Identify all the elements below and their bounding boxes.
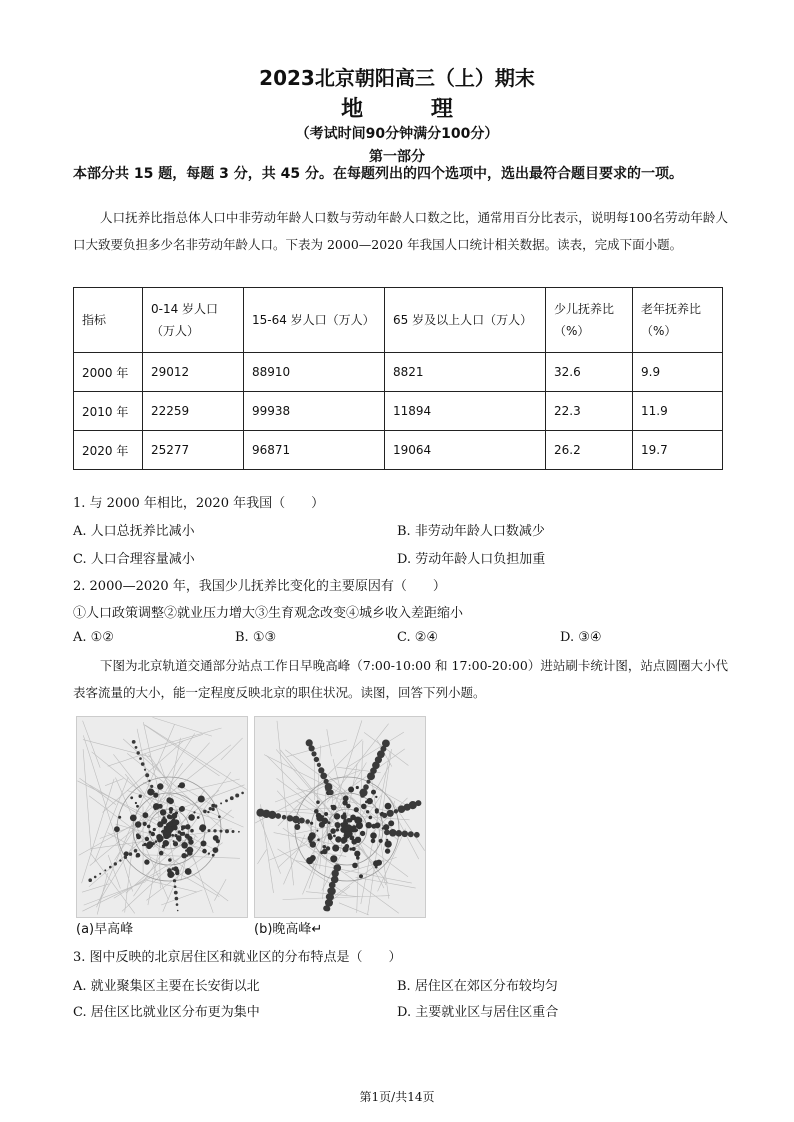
- part-title: 第一部分: [369, 149, 425, 165]
- question-3-stem: 3. 图中反映的北京居住区和就业区的分布特点是（ ）: [73, 950, 402, 965]
- table-cell: 26.2: [546, 431, 633, 470]
- evening-peak-map-image: [255, 717, 425, 917]
- question-2-option-b[interactable]: B. ①③: [235, 630, 277, 645]
- table-cell: 11894: [385, 392, 546, 431]
- table-cell: 11.9: [633, 392, 723, 431]
- evening-peak-map: [254, 716, 426, 918]
- table-cell: 29012: [143, 353, 244, 392]
- question-1-option-b[interactable]: B. 非劳动年龄人口数减少: [397, 524, 545, 539]
- exam-title: 2023北京朝阳高三（上）期末: [259, 66, 535, 90]
- question-1-stem: 1. 与 2000 年相比，2020 年我国（ ）: [73, 496, 325, 511]
- question-1-option-a[interactable]: A. 人口总抚养比减小: [73, 524, 195, 539]
- table-cell: 32.6: [546, 353, 633, 392]
- table-header-cell: 指标: [74, 288, 143, 353]
- question-2-stem: 2. 2000—2020 年，我国少儿抚养比变化的主要原因有（ ）: [73, 579, 446, 594]
- question-2-option-c[interactable]: C. ②④: [397, 630, 439, 645]
- question-2-statements: ①人口政策调整②就业压力增大③生育观念改变④城乡收入差距缩小: [73, 606, 464, 621]
- evening-peak-caption: (b)晚高峰↵: [254, 922, 323, 937]
- table-header-cell: 65 岁及以上人口（万人）: [385, 288, 546, 353]
- morning-peak-map-image: [77, 717, 247, 917]
- question-1-option-d[interactable]: D. 劳动年龄人口负担加重: [397, 552, 546, 567]
- table-header-cell: 老年抚养比（%）: [633, 288, 723, 353]
- table-cell: 99938: [244, 392, 385, 431]
- subject-title: 地 理: [341, 97, 483, 122]
- table-cell: 19064: [385, 431, 546, 470]
- table-cell: 2020 年: [74, 431, 143, 470]
- table-cell: 19.7: [633, 431, 723, 470]
- table-cell: 2010 年: [74, 392, 143, 431]
- question-3-option-a[interactable]: A. 就业聚集区主要在长安街以北: [73, 979, 260, 994]
- exam-info: （考试时间90分钟满分100分）: [295, 126, 499, 142]
- population-table: [73, 287, 723, 470]
- section-instructions: 本部分共 15 题，每题 3 分，共 45 分。在每题列出的四个选项中，选出最符合题目要求的一项。: [73, 166, 683, 182]
- question-1-option-c[interactable]: C. 人口合理容量减小: [73, 552, 195, 567]
- intro-paragraph: 人口抚养比指总体人口中非劳动年龄人口数与劳动年龄人口数之比，通常用百分比表示，说明每100名劳动年龄人口大致要负担多少名非劳动年龄人口。下表为 2000—2020 年我国人口统计相关数据。读表，完成下面小题。: [73, 210, 728, 252]
- map-paragraph: 下图为北京轨道交通部分站点工作日早晚高峰（7:00-10:00 和 17:00-20:00）进站刷卡统计图，站点圆圈大小代表客流量的大小，能一定程度反映北京的职住状况。读图，回答下列小题。: [73, 658, 728, 700]
- morning-peak-caption: (a)早高峰: [76, 922, 134, 937]
- table-cell: 25277: [143, 431, 244, 470]
- page-footer: 第1页/共14页: [359, 1090, 435, 1104]
- table-cell: 9.9: [633, 353, 723, 392]
- table-header-cell: 0-14 岁人口（万人）: [143, 288, 244, 353]
- table-cell: 22259: [143, 392, 244, 431]
- table-row: [74, 392, 723, 431]
- morning-peak-map: [76, 716, 248, 918]
- question-2-option-d[interactable]: D. ③④: [560, 630, 602, 645]
- table-cell: 8821: [385, 353, 546, 392]
- table-cell: 2000 年: [74, 353, 143, 392]
- table-header-cell: 少儿抚养比（%）: [546, 288, 633, 353]
- table-cell: 96871: [244, 431, 385, 470]
- table-row: [74, 431, 723, 470]
- question-3-option-d[interactable]: D. 主要就业区与居住区重合: [397, 1005, 559, 1020]
- question-2-option-a[interactable]: A. ①②: [73, 630, 114, 645]
- question-3-option-c[interactable]: C. 居住区比就业区分布更为集中: [73, 1005, 260, 1020]
- table-header-row: [74, 288, 723, 353]
- table-row: [74, 353, 723, 392]
- question-3-option-b[interactable]: B. 居住区在郊区分布较均匀: [397, 979, 558, 994]
- table-cell: 88910: [244, 353, 385, 392]
- table-header-cell: 15-64 岁人口（万人）: [244, 288, 385, 353]
- table-cell: 22.3: [546, 392, 633, 431]
